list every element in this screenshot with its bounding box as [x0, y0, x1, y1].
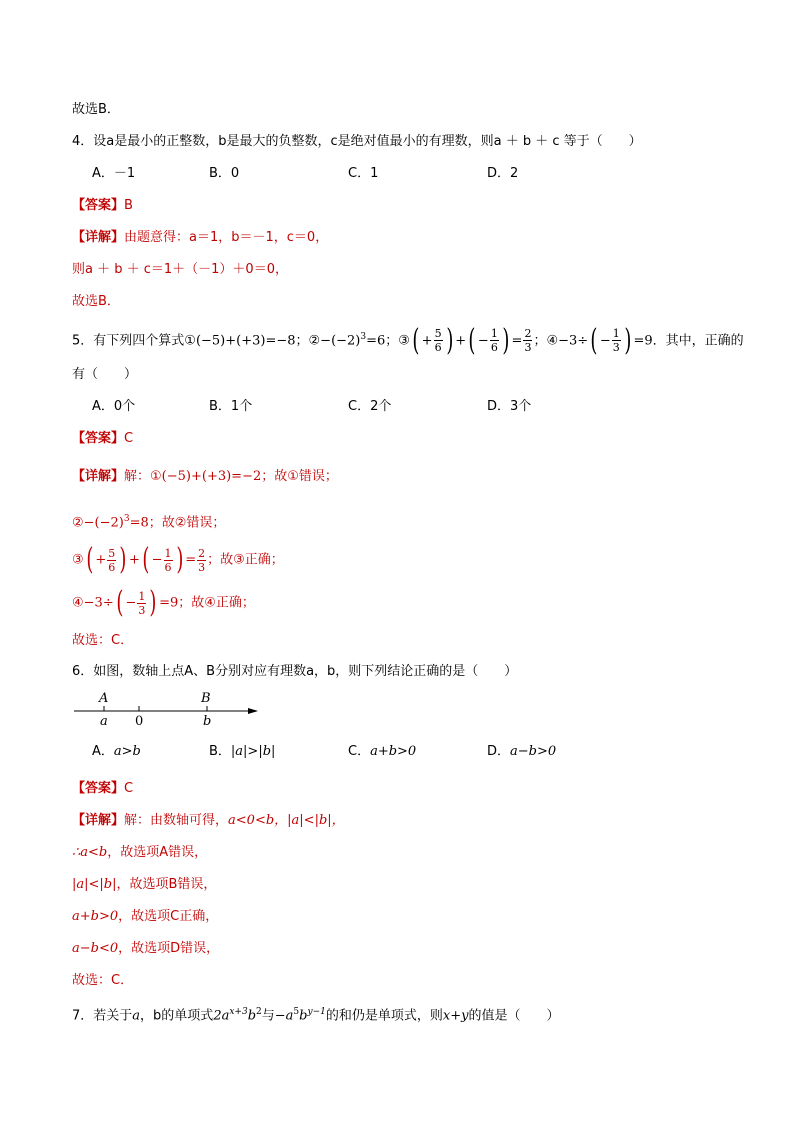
q5-frac-1-3: $\frac{1}{3}$ — [612, 327, 620, 355]
q5-minus: − — [477, 333, 489, 349]
answer-tag: 【答案】 — [72, 781, 125, 796]
q5-option-d: D．3个 — [487, 399, 532, 414]
label-zero: 0 — [135, 714, 144, 729]
q6-detail-1: 【详解】解：由数轴可得，a<0<b，|a|<|b|， — [72, 813, 345, 828]
q5-detail-1 — [72, 468, 338, 486]
q5-conclusion: 故选：C． — [72, 633, 134, 648]
q5-plus: + — [421, 333, 433, 349]
q6-detail-2: ∴a<b，故选项A错误， — [72, 845, 208, 860]
q5-expr-1: (−5)+(+3)=−8 — [195, 333, 296, 349]
q6-option-d: D．a−b>0 — [487, 744, 557, 759]
q5-frac-2-3: $\frac{2}{3}$ — [524, 327, 532, 355]
q6-stem: 6．如图，数轴上点A、B分别对应有理数a，b，则下列结论正确的是（ ） — [72, 664, 518, 679]
detail-text: 解：① — [124, 469, 162, 484]
q5-expr-4b: =9 — [633, 333, 653, 349]
q5-detail-3: ③( + $\frac{5}{6}$ ) +( − $\frac{1}{6}$ ) = $\frac{2}{3}$ ；故③正确； — [72, 542, 284, 577]
q6-option-b: B．|a|>|b| — [209, 744, 276, 759]
q5-option-c: C．2个 — [348, 399, 392, 414]
q4-stem: 4．设a是最小的正整数，b是最大的负整数，c是绝对值最小的有理数，则a ＋ b ＋ c 等于（ ） — [72, 134, 642, 149]
q6-option-a: A．a>b — [92, 744, 141, 759]
q5-sep-3: ；④ — [533, 333, 559, 349]
q5-option-b: B．1个 — [209, 399, 253, 414]
q4-answer — [72, 197, 133, 215]
q5-option-a: A．0个 — [92, 399, 136, 414]
q5-expr-4a: −3÷ — [558, 333, 589, 349]
q7-stem: 7．若关于a，b的单项式$2a^{x+3}b^2$与$-a^5b^{y-1}$的和仍是单项式，则x+y的值是（ ） — [72, 1007, 560, 1024]
q6-detail-4: a+b>0，故选项C正确， — [72, 909, 219, 924]
q5-detail-2: $②-(-2)^3=8$；故②错误； — [72, 514, 226, 531]
q5-expr-2-exp: 3 — [360, 332, 367, 342]
q5-expr-2a: −(−2) — [320, 333, 361, 349]
detail-tag: 【详解】 — [72, 230, 125, 245]
q5-detail-4: ④−3÷( − $\frac{1}{3}$ ) =9；故④正确； — [72, 585, 255, 620]
q4-detail-1 — [72, 229, 328, 247]
q5-stem: 5．有下列四个算式①(−5)+(+3)=−8；$②-(-2)^3=6$；③( + $\frac{5}{6}$ ) +( − $\frac{1}{6}$ ) = $\frac{2}{3}$ ；④−3÷( − $\frac{1}{3}$ ) =9．其中，正确的 — [72, 322, 744, 358]
q6-detail-3: |a|<|b|，故选项B错误， — [72, 877, 217, 892]
detail-tag: 【详解】 — [72, 813, 125, 828]
detail-verdict: ；故①错误； — [261, 469, 338, 484]
q5-sep-1: ；② — [295, 333, 321, 349]
q4-detail-2: 则a ＋ b ＋ c＝1＋（－1）＋0＝0， — [72, 262, 288, 277]
answer-tag: 【答案】 — [72, 198, 125, 213]
answer-tag: 【答案】 — [72, 431, 125, 446]
q4-conclusion: 故选B． — [72, 294, 120, 309]
label-point-B: B — [201, 691, 211, 706]
q4-option-d: D．2 — [487, 166, 519, 181]
q5-sep-2: ；③ — [385, 333, 410, 349]
answer-value: B — [124, 198, 133, 213]
q5-stem-2: 有（ ） — [72, 367, 138, 382]
q5-frac-1-6: $\frac{1}{6}$ — [490, 327, 498, 355]
q5-stem-num: 5．有下列四个算式① — [72, 333, 196, 349]
q5-tail: ．其中，正确的 — [652, 333, 744, 349]
q6-answer — [72, 780, 133, 798]
q5-answer — [72, 430, 133, 448]
q4-option-a: A．－1 — [92, 166, 136, 181]
q3-conclusion: 故选B． — [72, 102, 120, 117]
answer-value: C — [124, 431, 134, 446]
label-b: b — [203, 714, 212, 729]
axis-arrow-icon — [248, 708, 258, 714]
q6-detail-5: a−b<0，故选项D错误， — [72, 941, 220, 956]
q4-option-c: C．1 — [348, 166, 379, 181]
q5-expr-2b: =6 — [366, 333, 386, 349]
detail-expr: (−5)+(+3)=−2 — [161, 469, 262, 484]
q5-frac-5-6: $\frac{5}{6}$ — [434, 327, 442, 355]
number-line-figure — [70, 688, 270, 730]
detail-tag: 【详解】 — [72, 469, 125, 484]
answer-value: C — [124, 781, 134, 796]
detail-text: 由题意得：a＝1，b＝－1，c＝0， — [124, 230, 329, 245]
label-point-A: A — [99, 691, 109, 706]
q4-option-b: B．0 — [209, 166, 240, 181]
q6-option-c: C．a+b>0 — [348, 744, 417, 759]
q6-conclusion: 故选：C． — [72, 973, 134, 988]
label-a: a — [100, 714, 108, 729]
